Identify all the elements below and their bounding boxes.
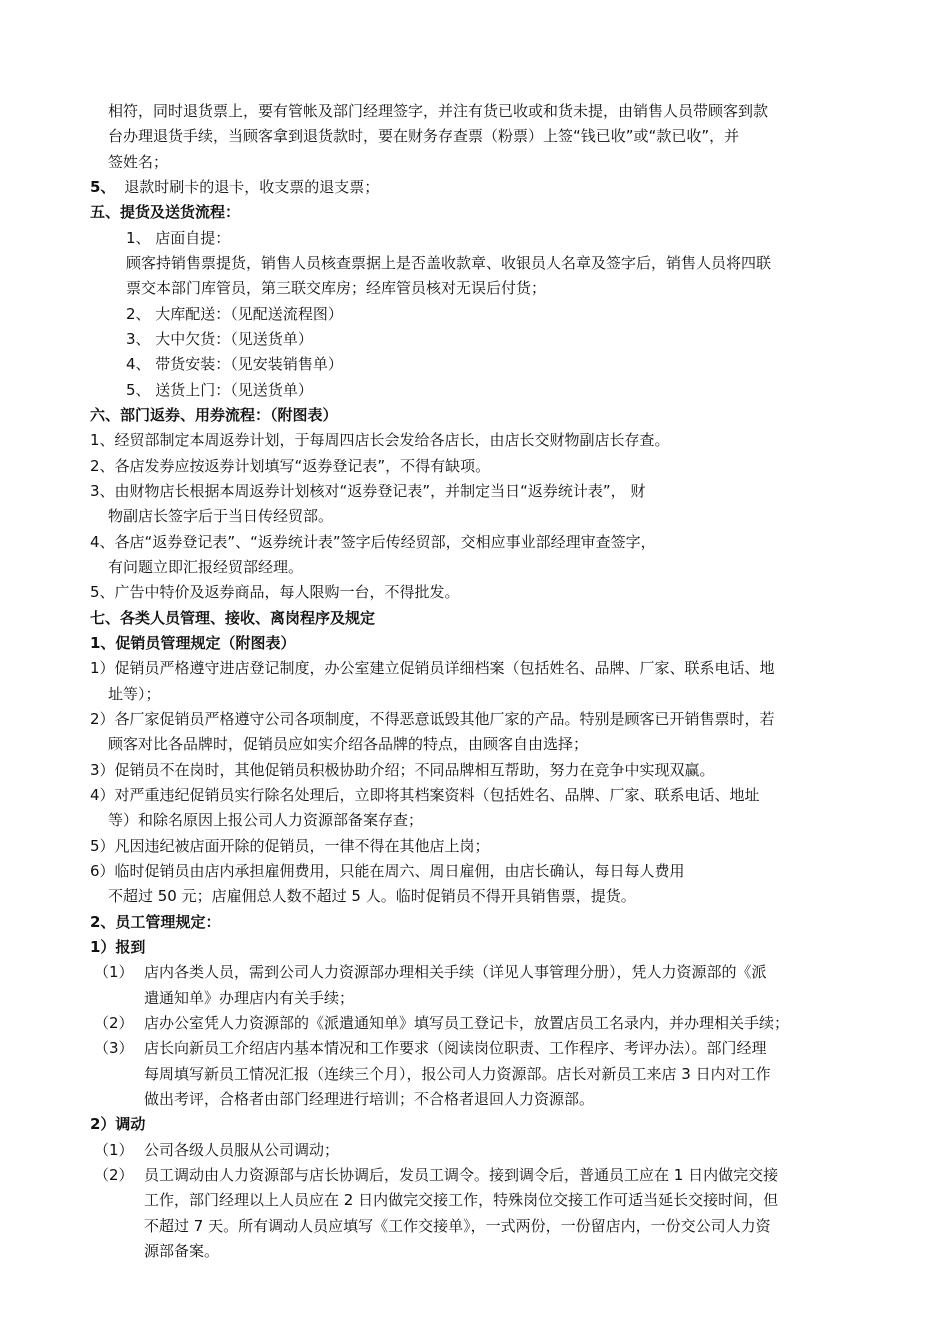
list-item (90, 177, 379, 197)
list-item: 1、 店面自提： (126, 229, 231, 247)
list-number: （1） (94, 963, 134, 981)
subsection-heading: 2）调动 (90, 1115, 146, 1133)
list-item: 5）凡因违纪被店面开除的促销员，一律不得在其他店上岗； (90, 837, 490, 855)
list-item: 2、 大库配送：（见配送流程图） (126, 305, 343, 323)
paragraph-line: 源部备案。 (144, 1242, 220, 1260)
list-number: 5、 (90, 178, 116, 196)
list-item: 4、 带货安装：（见安装销售单） (126, 355, 343, 373)
paragraph-line: 顾客对比各品牌时，促销员应如实介绍各品牌的特点，由顾客自由选择； (108, 735, 589, 753)
list-item: 2）各厂家促销员严格遵守公司各项制度，不得恶意诋毁其他厂家的产品。特别是顾客已开销售票时，若 (90, 710, 775, 728)
paragraph-line: 顾客持销售票提货，销售人员核查票据上是否盖收款章、收银员人名章及签字后，销售人员将四联 (126, 254, 772, 272)
paragraph-line: 签姓名； (108, 153, 169, 171)
paragraph-line: 做出考评，合格者由部门经理进行培训；不合格者退回人力资源部。 (144, 1090, 595, 1108)
list-text: 店内各类人员，需到公司人力资源部办理相关手续（详见人事管理分册），凭人力资源部的《派 (144, 963, 767, 981)
list-text: 员工调动由人力资源部与店长协调后，发员工调令。接到调令后，普通员工应在 1 日内做完交接 (144, 1166, 779, 1184)
subsection-heading: 1、促销员管理规定（附图表） (90, 634, 296, 652)
list-text: 店办公室凭人力资源部的《派遣通知单》填写员工登记卡，放置店员工名录内，并办理相关手续； (144, 1014, 790, 1032)
list-number: （2） (94, 1166, 134, 1184)
paragraph-line: 每周填写新员工情况汇报（连续三个月），报公司人力资源部。店长对新员工来店 3 日内对工作 (144, 1065, 771, 1083)
list-text: 公司各级人员服从公司调动； (144, 1141, 340, 1159)
list-text: 退款时刷卡的退卡，收支票的退支票； (124, 178, 380, 196)
paragraph-line: 等）和除名原因上报公司人力资源部备案存查； (108, 811, 424, 829)
list-item: 2、各店发券应按返券计划填写“返券登记表”，不得有缺项。 (90, 457, 491, 475)
list-item: 3、 大中欠货：（见送货单） (126, 330, 313, 348)
list-item: 1、经贸部制定本周返券计划，于每周四店长会发给各店长，由店长交财物副店长存查。 (90, 431, 670, 449)
list-item: 5、 送货上门：（见送货单） (126, 381, 313, 399)
list-item: 5、广告中特价及返券商品，每人限购一台，不得批发。 (90, 583, 460, 601)
paragraph-line: 物副店长签字后于当日传经贸部。 (108, 507, 334, 525)
subsection-heading: 1）报到 (90, 938, 146, 956)
paragraph-line: 不超过 7 天。所有调动人员应填写《工作交接单》，一式两份，一份留店内，一份交公司人力资 (144, 1217, 771, 1235)
list-item: 6）临时促销员由店内承担雇佣费用，只能在周六、周日雇佣，由店长确认，每日每人费用 (90, 862, 685, 880)
list-number: （1） (94, 1141, 134, 1159)
list-item: 4、各店“返券登记表”、“返券统计表”签字后传经贸部，交相应事业部经理审查签字， (90, 533, 656, 551)
paragraph-line: 票交本部门库管员，第三联交库房；经库管员核对无误后付货； (126, 279, 547, 297)
paragraph-line: 址等）； (108, 685, 161, 703)
list-text: 店长向新员工介绍店内基本情况和工作要求（阅读岗位职责、工作程序、考评办法）。部门经理 (144, 1039, 767, 1057)
section-heading: 七、各类人员管理、接收、离岗程序及规定 (90, 609, 376, 627)
list-item: 1）促销员严格遵守进店登记制度，办公室建立促销员详细档案（包括姓名、品牌、厂家、联系电话、地 (90, 659, 775, 677)
section-heading: 五、提货及送货流程： (90, 203, 241, 221)
paragraph-line: 台办理退货手续，当顾客拿到退货款时，要在财务存查票（粉票）上签“钱已收”或“款已收”，并 (108, 127, 740, 145)
list-item: 4）对严重违纪促销员实行除名处理后，立即将其档案资料（包括姓名、品牌、厂家、联系电话、地址 (90, 786, 760, 804)
paragraph-line: 相符，同时退货票上，要有管帐及部门经理签字，并注有货已收或和货未提，由销售人员带顾客到款 (108, 102, 769, 120)
paragraph-line: 不超过 50 元；店雇佣总人数不超过 5 人。临时促销员不得开具销售票，提货。 (108, 887, 636, 905)
list-item: 3）促销员不在岗时，其他促销员积极协助介绍；不同品牌相互帮助，努力在竞争中实现双赢。 (90, 761, 715, 779)
section-heading: 六、部门返券、用券流程：（附图表） (90, 406, 338, 424)
subsection-heading: 2、员工管理规定： (90, 913, 221, 931)
paragraph-line: 有问题立即汇报经贸部经理。 (108, 558, 304, 576)
paragraph-line: 工作，部门经理以上人员应在 2 日内做完交接工作，特殊岗位交接工作可适当延长交接时间，但 (144, 1191, 779, 1209)
list-number: （3） (94, 1039, 134, 1057)
list-number: （2） (94, 1014, 134, 1032)
list-item: 3、由财物店长根据本周返券计划核对“返券登记表”，并制定当日“返券统计表”， 财 (90, 482, 646, 500)
paragraph-line: 遣通知单》办理店内有关手续； (144, 989, 355, 1007)
